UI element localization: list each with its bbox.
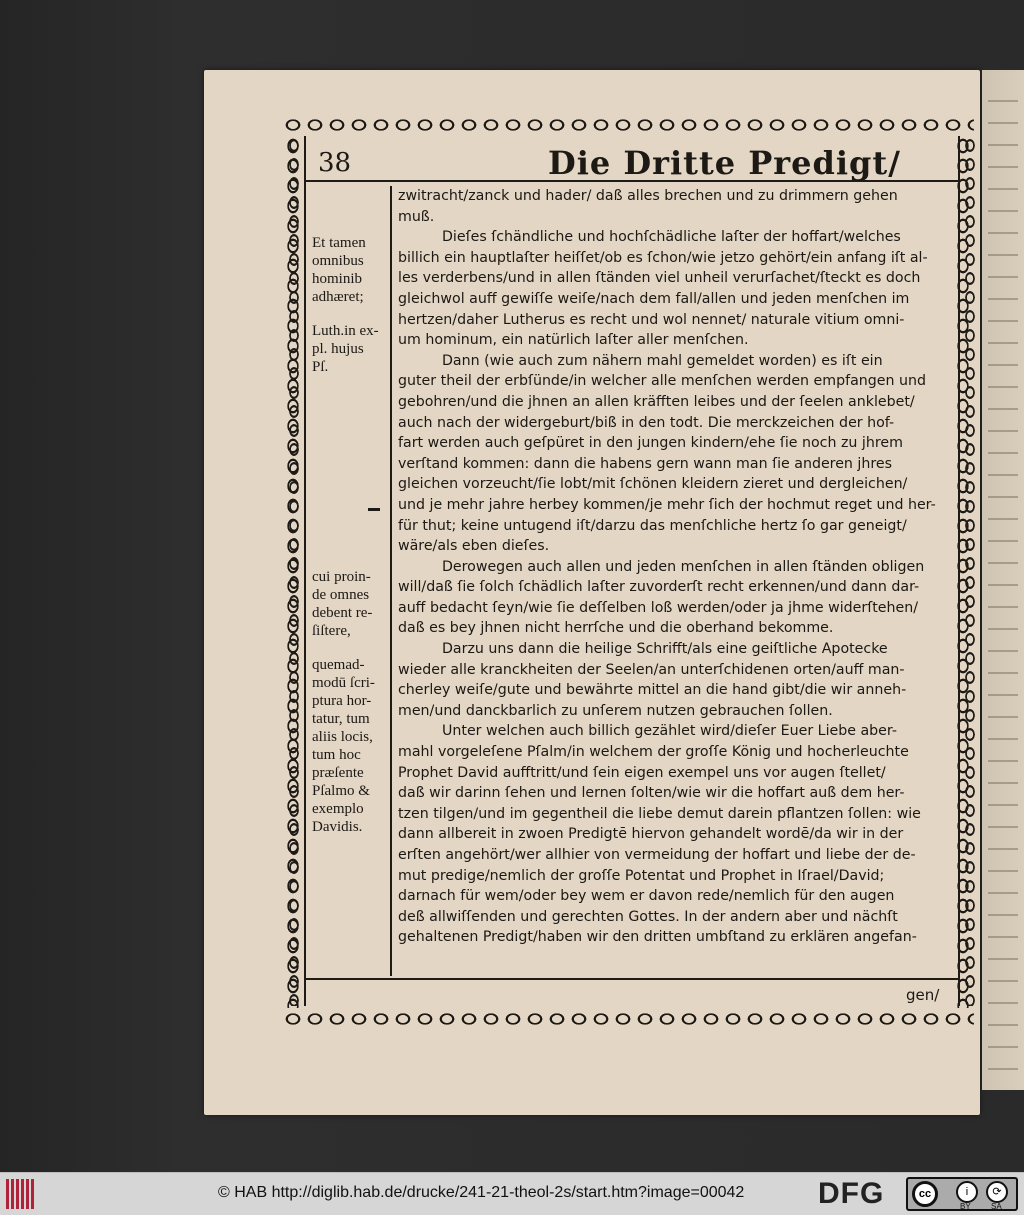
catchword: gen/ (906, 986, 940, 1004)
text-line: Derowegen auch allen und jeden menſchen in allen ſtänden obligen (442, 558, 925, 575)
text-line: verſtand kommen: dann die habens gern wann man ſie anderen jhres (398, 455, 892, 472)
sidenote-line: Pſalmo & (312, 783, 370, 799)
running-head: Die Dritte Predigt/ (548, 144, 901, 182)
text-line: fart werden auch geſpüret in den jungen kindern/ehe ſie noch zu jhrem (398, 435, 903, 452)
text-line: Dann (wie auch zum nähern mahl gemeldet worden) es iſt ein (442, 352, 883, 369)
frame-top-ornament (282, 114, 974, 136)
text-line: gebohren/und die jhnen an allen kräfften leibes und der ſeelen anklebet/ (398, 393, 915, 410)
text-line: Darzu uns dann die heilige Schrifft/als eine geiſtliche Apotecke (442, 641, 888, 658)
sidenote-line: tatur, tum (312, 711, 370, 727)
sidenote-line: Et tamen (312, 235, 366, 251)
text-line: daß es bey jhnen nicht herrſche und die oberhand bekomme. (398, 620, 834, 637)
text-line: mahl vorgeleſene Pſalm/in welchem der groſſe König und hocherleuchte (398, 744, 909, 761)
cc-icon: cc (912, 1181, 938, 1207)
text-line: für thut; keine untugend iſt/darzu das menſchliche hertz ſo gar geneigt/ (398, 517, 907, 534)
license-by-label: BY (960, 1202, 971, 1211)
viewer-footer (0, 1172, 1024, 1215)
footer-rule (304, 978, 960, 980)
sidenote-line: pl. hujus (312, 341, 364, 357)
sidenote-line: ptura hor- (312, 693, 372, 709)
text-line: Prophet David aufftritt/und ſein eigen exempel uns vor augen ſtellet/ (398, 764, 886, 781)
text-line: billich ein hauptlaſter heiſſet/ob es ſchon/wie jetzo gehört/ein anfang iſt al- (398, 249, 928, 266)
text-line: deß allwiſſenden und gerechten Gottes. In der andern aber und nächſt (398, 908, 898, 925)
sidenote-line: cui proin- (312, 569, 371, 585)
sidenote-line: quemad- (312, 657, 365, 673)
text-line: und je mehr jahre herbey kommen/je mehr ſich der hochmut reget und her- (398, 496, 936, 513)
source-url-text[interactable]: © HAB http://diglib.hab.de/drucke/241-21-theol-2s/start.htm?image=00042 (218, 1184, 745, 1201)
text-line: Dieſes ſchändliche und hochſchädliche laſter der hoffart/welches (442, 229, 901, 246)
text-line: auch nach der widergeburt/biß in den todt. Die merckzeichen der hof- (398, 414, 895, 431)
text-line: gleichen vorzeucht/ſie lobt/mit ſchönen kleidern zieret und dergleichen/ (398, 476, 908, 493)
text-line: gehaltenen Predigt/haben wir den dritten umbſtand zu erklären angefan- (398, 929, 917, 946)
sidenote-line: modū ſcri- (312, 675, 375, 691)
text-line: auff bedacht ſeyn/wie ſie deſſelben loß werden/oder ja jhme widerſtehen/ (398, 599, 919, 616)
sidenote-line: debent re- (312, 605, 373, 621)
cc-license-badge[interactable] (906, 1177, 1018, 1211)
sermon-body-text (398, 186, 946, 948)
margin-dash-mark (368, 508, 380, 511)
sidenote-line: omnibus (312, 253, 364, 269)
next-page-edge (982, 70, 1024, 1090)
text-line: darnach für wem/oder bey wem er davon rede/nemlich für den augen (398, 888, 895, 905)
sidenote-4 (312, 656, 388, 836)
sidenote-line: de omnes (312, 587, 370, 603)
sidenote-3 (312, 568, 388, 640)
text-line: Unter welchen auch billich gezählet wird/dieſer Euer Liebe aber- (442, 723, 897, 740)
text-line: wäre/als eben dieſes. (398, 538, 550, 555)
text-line: zwitracht/zanck und hader/ daß alles brechen und zu drimmern gehen (398, 188, 898, 204)
text-line: wieder alle kranckheiten der Seelen/an unterſchidenen orten/auff man- (398, 661, 905, 678)
text-line: dann allbereit in zwoen Predigtē hiervon gehandelt wordē/da wir in der (398, 826, 904, 843)
text-line: men/und danckbarlich zu unſerem nutzen gebrauchen ſollen. (398, 702, 833, 719)
inner-left-rule (304, 136, 306, 1006)
text-line: um hominum, ein natürlich laſter aller menſchen. (398, 332, 749, 349)
attribution-icon: i (956, 1181, 978, 1203)
text-line: les verderbens/und in allen ſtänden viel unheil verurſachet/ſteckt es doch (398, 270, 921, 287)
license-sa-label: SA (991, 1202, 1002, 1211)
right-border-chain (960, 136, 980, 1006)
sidenote-line: exemplo (312, 801, 364, 817)
sidenote-line: Luth.in ex- (312, 323, 379, 339)
sidenote-2 (312, 322, 388, 376)
left-border-chain (284, 136, 304, 1006)
text-line: hertzen/daher Lutherus es recht und wol nennet/ naturale vitium omni- (398, 311, 905, 328)
text-line: mut predige/nemlich der groſſe Potentat und Prophet in Iſrael/David; (398, 867, 885, 884)
sidenote-line: præſente (312, 765, 364, 781)
text-line: guter theil der erbſünde/in welcher alle menſchen werden empfangen und (398, 373, 927, 390)
text-line: daß wir darinn ſehen und lernen ſolten/wie wir die hoffart auß dem her- (398, 785, 905, 802)
text-line: will/daß ſie ſolch ſchädlich laſter zuvorderſt recht erkennen/und dann dar- (398, 579, 920, 596)
sidenote-line: hominib (312, 271, 363, 287)
text-line: gleichwol auff gewiſſe weiſe/nach dem fall/allen und jeden menſchen im (398, 290, 910, 307)
frame-bottom-ornament (282, 1008, 974, 1030)
sidenote-line: ſiſtere, (312, 623, 351, 639)
hab-logo-icon[interactable] (6, 1179, 36, 1209)
share-alike-icon: ⟳ (986, 1181, 1008, 1203)
sidenote-line: aliis locis, (312, 729, 373, 745)
text-line: tzen tilgen/und im gegentheil die liebe demut darein pflantzen ſollen: wie (398, 805, 921, 822)
sidenote-line: tum hoc (312, 747, 361, 763)
sidenote-line: Davidis. (312, 819, 363, 835)
text-line: cherley weiſe/gute und bewährte mittel an die hand gibt/die wir anneh- (398, 682, 907, 699)
dfg-logo[interactable]: DFG (818, 1177, 885, 1210)
text-line: erſten angehört/wer allhier von vermeidung der hoffart und liebe der de- (398, 847, 916, 863)
text-line: muß. (398, 208, 435, 225)
page-number: 38 (318, 148, 352, 178)
sidenote-1 (312, 234, 388, 306)
sidenote-line: Pſ. (312, 359, 329, 375)
page-header (318, 146, 958, 182)
sidenote-line: adhæret; (312, 289, 364, 305)
margin-column-rule (390, 186, 392, 976)
